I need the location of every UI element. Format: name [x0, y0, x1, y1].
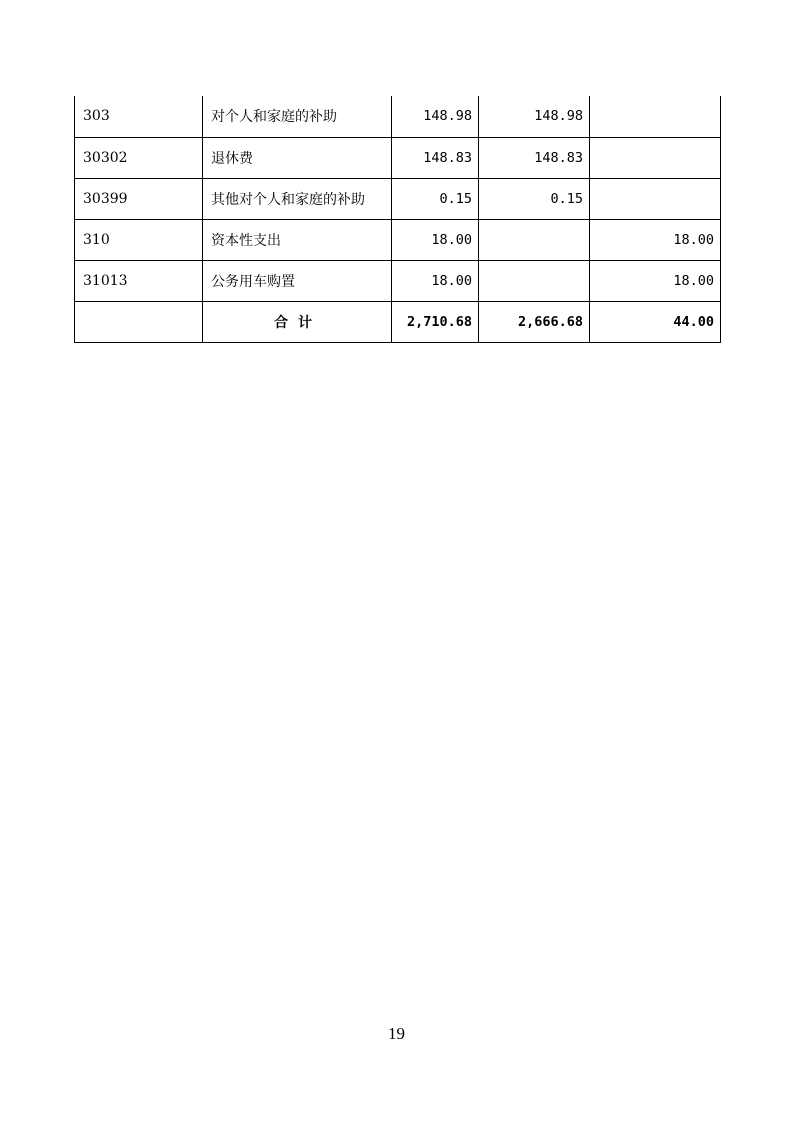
row-code: 303 — [75, 96, 203, 137]
row-name: 其他对个人和家庭的补助 — [203, 178, 392, 219]
total-code — [75, 301, 203, 342]
row-name: 退休费 — [203, 137, 392, 178]
total-total: 2,710.68 — [392, 301, 479, 342]
table-row — [75, 219, 721, 260]
total-label: 合计 — [203, 301, 392, 342]
row-total: 0.15 — [392, 178, 479, 219]
row-basic — [479, 219, 590, 260]
row-code: 310 — [75, 219, 203, 260]
row-project — [590, 96, 721, 137]
table-row — [75, 96, 721, 137]
row-name: 公务用车购置 — [203, 260, 392, 301]
table-row — [75, 178, 721, 219]
row-basic: 0.15 — [479, 178, 590, 219]
row-name: 资本性支出 — [203, 219, 392, 260]
total-project: 44.00 — [590, 301, 721, 342]
table-row — [75, 137, 721, 178]
total-row — [75, 301, 721, 342]
total-basic: 2,666.68 — [479, 301, 590, 342]
row-project — [590, 137, 721, 178]
row-code: 30302 — [75, 137, 203, 178]
table-row — [75, 260, 721, 301]
budget-expenditure-table — [74, 96, 721, 343]
row-code: 31013 — [75, 260, 203, 301]
row-project: 18.00 — [590, 260, 721, 301]
row-total: 148.98 — [392, 96, 479, 137]
row-project — [590, 178, 721, 219]
row-total: 148.83 — [392, 137, 479, 178]
page-number: 19 — [388, 1024, 405, 1043]
row-basic — [479, 260, 590, 301]
row-code: 30399 — [75, 178, 203, 219]
row-project: 18.00 — [590, 219, 721, 260]
row-total: 18.00 — [392, 219, 479, 260]
row-total: 18.00 — [392, 260, 479, 301]
row-basic: 148.83 — [479, 137, 590, 178]
row-basic: 148.98 — [479, 96, 590, 137]
row-name: 对个人和家庭的补助 — [203, 96, 392, 137]
